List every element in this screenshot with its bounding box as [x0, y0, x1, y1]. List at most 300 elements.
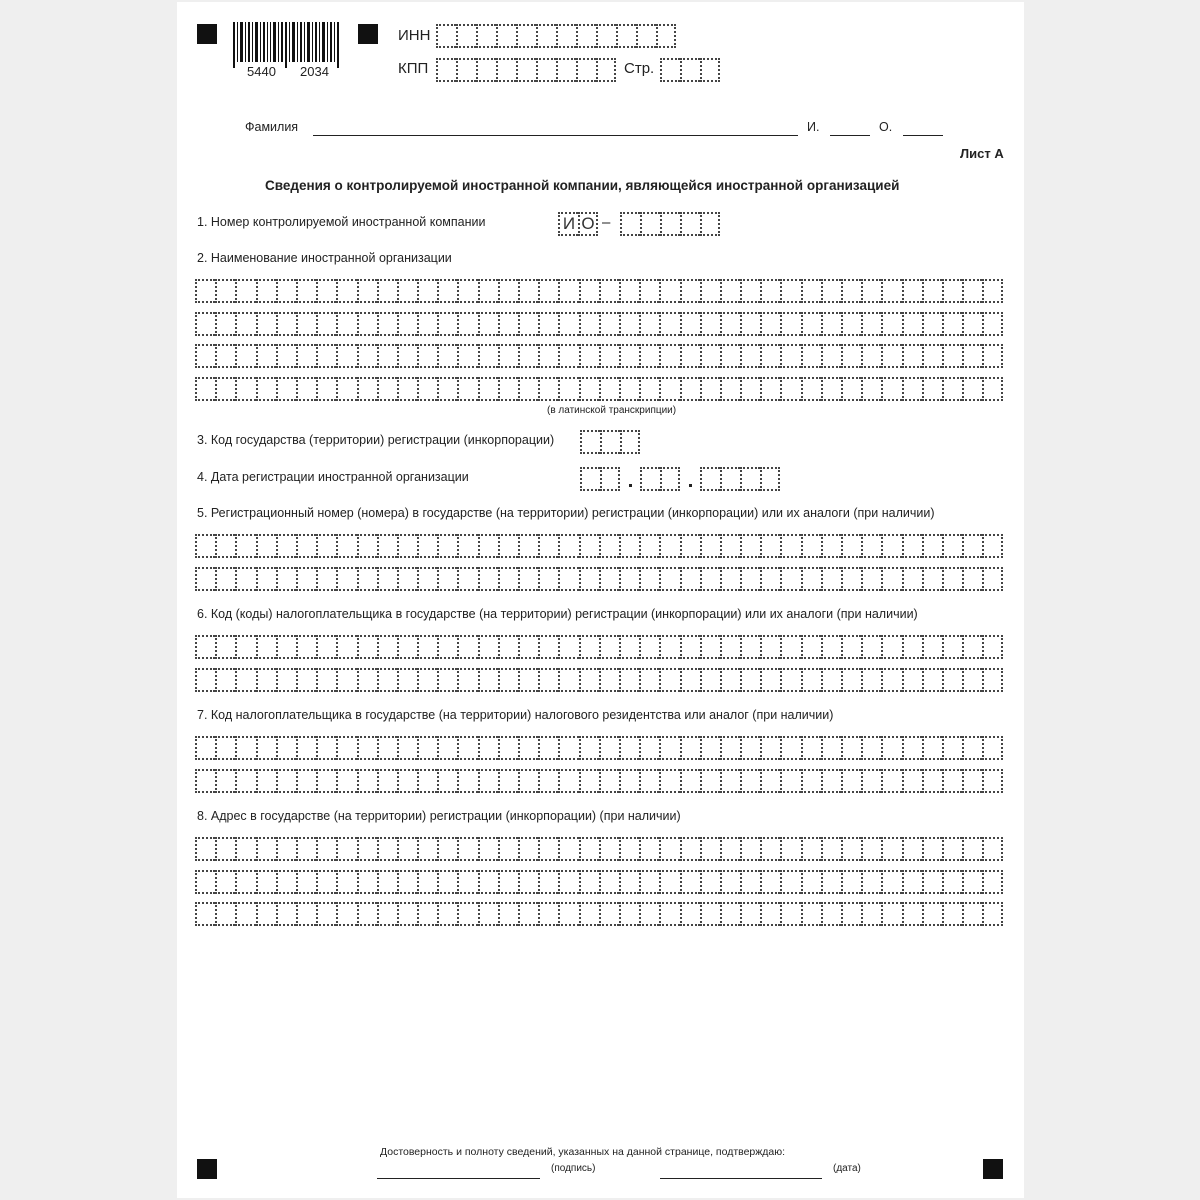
input-cell[interactable] [357, 377, 377, 401]
input-cell[interactable] [377, 902, 397, 926]
input-cell[interactable] [780, 377, 800, 401]
input-cell[interactable] [256, 736, 276, 760]
input-cell[interactable] [982, 279, 1002, 303]
input-cell[interactable] [600, 467, 620, 491]
input-cell[interactable] [498, 534, 518, 558]
input-cell[interactable] [821, 534, 841, 558]
input-cell[interactable] [235, 668, 255, 692]
input-cell[interactable] [235, 902, 255, 926]
input-cell[interactable] [861, 567, 881, 591]
input-cell[interactable] [558, 344, 578, 368]
input-cell[interactable] [215, 534, 235, 558]
input-cell[interactable] [357, 736, 377, 760]
input-cell[interactable] [276, 279, 296, 303]
input-cell[interactable] [336, 635, 356, 659]
input-cell[interactable] [195, 635, 215, 659]
input-cell[interactable] [616, 24, 636, 48]
input-cell[interactable] [215, 344, 235, 368]
input-cell[interactable] [680, 837, 700, 861]
input-cell[interactable] [256, 635, 276, 659]
input-cell[interactable] [256, 377, 276, 401]
input-cell[interactable] [720, 377, 740, 401]
input-cell[interactable] [579, 312, 599, 336]
input-cell[interactable] [841, 736, 861, 760]
input-cell[interactable] [599, 902, 619, 926]
input-cell[interactable] [821, 837, 841, 861]
input-cell[interactable] [881, 279, 901, 303]
input-cell[interactable] [538, 870, 558, 894]
input-cell[interactable] [478, 279, 498, 303]
input-cell[interactable] [902, 736, 922, 760]
input-cell[interactable] [740, 837, 760, 861]
input-cell[interactable] [700, 837, 720, 861]
input-cell[interactable] [881, 635, 901, 659]
input-cell[interactable] [780, 312, 800, 336]
input-cell[interactable] [982, 769, 1002, 793]
input-cell[interactable] [518, 534, 538, 558]
input-cell[interactable] [801, 769, 821, 793]
input-cell[interactable] [518, 668, 538, 692]
input-cell[interactable] [680, 769, 700, 793]
input-cell[interactable] [922, 567, 942, 591]
input-cell[interactable] [296, 870, 316, 894]
input-cell[interactable] [397, 870, 417, 894]
input-cell[interactable] [195, 870, 215, 894]
input-cell[interactable] [619, 736, 639, 760]
input-cell[interactable] [841, 344, 861, 368]
input-cell[interactable] [538, 635, 558, 659]
input-cell[interactable] [982, 344, 1002, 368]
input-cell[interactable] [377, 534, 397, 558]
input-cell[interactable] [982, 377, 1002, 401]
input-cell[interactable] [377, 377, 397, 401]
input-cell[interactable] [659, 534, 679, 558]
input-cell[interactable] [498, 344, 518, 368]
input-cell[interactable] [558, 668, 578, 692]
input-cell[interactable] [599, 279, 619, 303]
input-cell[interactable] [576, 58, 596, 82]
input-cell[interactable] [942, 635, 962, 659]
input-cell[interactable] [841, 377, 861, 401]
input-cell[interactable] [902, 902, 922, 926]
input-cell[interactable] [518, 377, 538, 401]
input-cell[interactable] [821, 668, 841, 692]
input-cell[interactable] [336, 312, 356, 336]
input-cell[interactable] [962, 668, 982, 692]
input-cell[interactable] [437, 312, 457, 336]
input-cell[interactable] [962, 279, 982, 303]
country-code-input[interactable] [580, 430, 640, 454]
input-cell[interactable] [780, 279, 800, 303]
kik-number-input[interactable] [620, 212, 720, 236]
input-cell[interactable] [962, 837, 982, 861]
input-cell[interactable] [276, 312, 296, 336]
input-cell[interactable] [417, 635, 437, 659]
input-cell[interactable] [680, 344, 700, 368]
input-cell[interactable] [740, 567, 760, 591]
input-cell[interactable] [276, 837, 296, 861]
input-cell[interactable] [498, 312, 518, 336]
input-cell[interactable] [397, 534, 417, 558]
input-cell[interactable] [942, 312, 962, 336]
input-cell[interactable] [580, 467, 600, 491]
input-cell[interactable] [256, 870, 276, 894]
input-cell[interactable] [357, 837, 377, 861]
input-cell[interactable] [700, 534, 720, 558]
input-cell[interactable] [861, 668, 881, 692]
input-cell[interactable] [619, 344, 639, 368]
input-cell[interactable] [558, 837, 578, 861]
tax-residence-code-row-2[interactable] [195, 769, 1003, 793]
input-cell[interactable] [780, 902, 800, 926]
input-cell[interactable] [296, 377, 316, 401]
input-cell[interactable] [580, 430, 600, 454]
input-cell[interactable] [336, 668, 356, 692]
input-cell[interactable] [619, 312, 639, 336]
input-cell[interactable] [639, 837, 659, 861]
input-cell[interactable] [619, 668, 639, 692]
input-cell[interactable] [498, 635, 518, 659]
input-cell[interactable] [215, 870, 235, 894]
input-cell[interactable] [496, 24, 516, 48]
input-cell[interactable] [316, 769, 336, 793]
input-cell[interactable] [599, 668, 619, 692]
input-cell[interactable] [680, 212, 700, 236]
input-cell[interactable] [377, 312, 397, 336]
input-cell[interactable] [760, 344, 780, 368]
input-cell[interactable] [962, 344, 982, 368]
input-cell[interactable] [195, 902, 215, 926]
input-cell[interactable] [619, 534, 639, 558]
input-cell[interactable] [316, 736, 336, 760]
input-cell[interactable] [478, 837, 498, 861]
input-cell[interactable] [336, 534, 356, 558]
input-cell[interactable] [962, 635, 982, 659]
input-cell[interactable] [841, 312, 861, 336]
input-cell[interactable] [478, 769, 498, 793]
input-cell[interactable] [215, 902, 235, 926]
input-cell[interactable] [579, 567, 599, 591]
input-cell[interactable] [962, 377, 982, 401]
input-cell[interactable] [256, 279, 276, 303]
input-cell[interactable] [316, 567, 336, 591]
input-cell[interactable] [336, 344, 356, 368]
input-cell[interactable] [620, 212, 640, 236]
input-cell[interactable] [639, 769, 659, 793]
input-cell[interactable] [536, 24, 556, 48]
input-cell[interactable] [821, 769, 841, 793]
input-cell[interactable] [922, 902, 942, 926]
input-cell[interactable] [397, 769, 417, 793]
input-cell[interactable] [680, 534, 700, 558]
input-cell[interactable] [861, 870, 881, 894]
input-cell[interactable] [881, 344, 901, 368]
input-cell[interactable] [659, 668, 679, 692]
input-cell[interactable] [437, 870, 457, 894]
input-cell[interactable] [437, 769, 457, 793]
input-cell[interactable] [478, 870, 498, 894]
input-cell[interactable] [780, 668, 800, 692]
input-cell[interactable] [922, 534, 942, 558]
input-cell[interactable] [881, 668, 901, 692]
input-cell[interactable] [478, 312, 498, 336]
input-cell[interactable] [579, 769, 599, 793]
input-cell[interactable] [215, 769, 235, 793]
input-cell[interactable] [922, 377, 942, 401]
input-cell[interactable] [457, 534, 477, 558]
input-cell[interactable] [417, 377, 437, 401]
input-cell[interactable] [357, 534, 377, 558]
input-cell[interactable] [821, 870, 841, 894]
input-cell[interactable] [740, 534, 760, 558]
input-cell[interactable] [982, 870, 1002, 894]
input-cell[interactable] [659, 344, 679, 368]
page-number-input[interactable] [660, 58, 720, 82]
input-cell[interactable] [821, 279, 841, 303]
input-cell[interactable] [881, 870, 901, 894]
input-cell[interactable] [902, 279, 922, 303]
input-cell[interactable] [538, 567, 558, 591]
input-cell[interactable] [417, 534, 437, 558]
input-cell[interactable] [516, 24, 536, 48]
input-cell[interactable] [881, 377, 901, 401]
input-cell[interactable] [659, 279, 679, 303]
input-cell[interactable] [982, 668, 1002, 692]
input-cell[interactable] [619, 870, 639, 894]
input-cell[interactable] [397, 344, 417, 368]
input-cell[interactable] [436, 58, 456, 82]
input-cell[interactable] [417, 344, 437, 368]
input-cell[interactable] [902, 312, 922, 336]
input-cell[interactable] [821, 635, 841, 659]
input-cell[interactable] [841, 769, 861, 793]
input-cell[interactable] [700, 279, 720, 303]
input-cell[interactable] [377, 567, 397, 591]
input-cell[interactable] [478, 902, 498, 926]
input-cell[interactable] [740, 635, 760, 659]
input-cell[interactable] [619, 377, 639, 401]
input-cell[interactable] [680, 279, 700, 303]
input-cell[interactable] [982, 567, 1002, 591]
input-cell[interactable] [518, 870, 538, 894]
input-cell[interactable] [397, 837, 417, 861]
input-cell[interactable] [256, 668, 276, 692]
input-cell[interactable] [942, 769, 962, 793]
input-cell[interactable] [760, 312, 780, 336]
input-cell[interactable] [316, 635, 336, 659]
input-cell[interactable] [417, 769, 437, 793]
input-cell[interactable] [760, 736, 780, 760]
input-cell[interactable] [215, 567, 235, 591]
input-cell[interactable] [680, 58, 700, 82]
input-cell[interactable] [700, 736, 720, 760]
input-cell[interactable] [801, 902, 821, 926]
input-cell[interactable] [518, 344, 538, 368]
input-cell[interactable] [336, 837, 356, 861]
input-cell[interactable] [316, 902, 336, 926]
input-cell[interactable] [336, 870, 356, 894]
input-cell[interactable] [579, 668, 599, 692]
input-cell[interactable] [801, 312, 821, 336]
input-cell[interactable] [276, 635, 296, 659]
input-cell[interactable] [599, 870, 619, 894]
input-cell[interactable] [780, 769, 800, 793]
input-cell[interactable] [680, 635, 700, 659]
input-cell[interactable] [760, 635, 780, 659]
input-cell[interactable] [437, 668, 457, 692]
input-cell[interactable] [599, 769, 619, 793]
inn-input[interactable] [436, 24, 676, 48]
input-cell[interactable] [556, 58, 576, 82]
address-row-1[interactable] [195, 837, 1003, 861]
input-cell[interactable] [478, 635, 498, 659]
input-cell[interactable] [639, 344, 659, 368]
input-cell[interactable] [476, 24, 496, 48]
input-cell[interactable] [518, 769, 538, 793]
input-cell[interactable] [596, 24, 616, 48]
input-cell[interactable] [316, 377, 336, 401]
input-cell[interactable] [377, 344, 397, 368]
input-cell[interactable] [456, 58, 476, 82]
input-cell[interactable] [619, 635, 639, 659]
input-cell[interactable] [579, 279, 599, 303]
input-cell[interactable] [397, 279, 417, 303]
input-cell[interactable] [881, 736, 901, 760]
input-cell[interactable] [620, 430, 640, 454]
input-cell[interactable] [256, 344, 276, 368]
input-cell[interactable] [235, 870, 255, 894]
input-cell[interactable] [680, 567, 700, 591]
input-cell[interactable] [558, 567, 578, 591]
input-cell[interactable] [902, 769, 922, 793]
input-cell[interactable] [740, 736, 760, 760]
registration-month-input[interactable] [640, 467, 680, 491]
input-cell[interactable] [801, 668, 821, 692]
input-cell[interactable] [316, 312, 336, 336]
input-cell[interactable] [700, 377, 720, 401]
input-cell[interactable] [922, 312, 942, 336]
input-cell[interactable] [558, 736, 578, 760]
input-cell[interactable] [357, 870, 377, 894]
input-cell[interactable] [659, 635, 679, 659]
input-cell[interactable] [720, 567, 740, 591]
input-cell[interactable] [579, 534, 599, 558]
input-cell[interactable] [215, 312, 235, 336]
input-cell[interactable] [195, 837, 215, 861]
input-cell[interactable] [276, 377, 296, 401]
input-cell[interactable] [457, 837, 477, 861]
input-cell[interactable] [922, 279, 942, 303]
input-cell[interactable] [841, 567, 861, 591]
input-cell[interactable] [276, 870, 296, 894]
input-cell[interactable] [720, 902, 740, 926]
input-cell[interactable] [437, 902, 457, 926]
input-cell[interactable] [821, 377, 841, 401]
input-cell[interactable] [558, 769, 578, 793]
input-cell[interactable] [801, 279, 821, 303]
input-cell[interactable] [660, 467, 680, 491]
input-cell[interactable] [902, 870, 922, 894]
input-cell[interactable] [336, 279, 356, 303]
input-cell[interactable] [558, 534, 578, 558]
input-cell[interactable] [942, 377, 962, 401]
input-cell[interactable] [538, 736, 558, 760]
input-cell[interactable] [316, 279, 336, 303]
input-cell[interactable] [962, 736, 982, 760]
input-cell[interactable] [478, 377, 498, 401]
input-cell[interactable] [740, 668, 760, 692]
input-cell[interactable] [357, 279, 377, 303]
input-cell[interactable] [599, 567, 619, 591]
input-cell[interactable] [538, 769, 558, 793]
input-cell[interactable] [437, 279, 457, 303]
input-cell[interactable] [700, 344, 720, 368]
input-cell[interactable] [821, 344, 841, 368]
input-cell[interactable] [256, 769, 276, 793]
input-cell[interactable] [700, 635, 720, 659]
input-cell[interactable] [942, 344, 962, 368]
input-cell[interactable] [599, 837, 619, 861]
input-cell[interactable] [659, 567, 679, 591]
input-cell[interactable] [437, 344, 457, 368]
registration-day-input[interactable] [580, 467, 620, 491]
input-cell[interactable] [639, 870, 659, 894]
input-cell[interactable] [740, 467, 760, 491]
input-cell[interactable] [498, 837, 518, 861]
input-cell[interactable] [478, 736, 498, 760]
input-cell[interactable] [235, 769, 255, 793]
input-cell[interactable] [195, 312, 215, 336]
input-cell[interactable] [296, 635, 316, 659]
surname-field[interactable] [313, 135, 798, 136]
input-cell[interactable] [720, 870, 740, 894]
input-cell[interactable] [922, 837, 942, 861]
input-cell[interactable] [195, 769, 215, 793]
input-cell[interactable] [195, 567, 215, 591]
input-cell[interactable] [518, 312, 538, 336]
input-cell[interactable] [316, 344, 336, 368]
input-cell[interactable] [902, 668, 922, 692]
input-cell[interactable] [518, 902, 538, 926]
taxpayer-code-row-2[interactable] [195, 668, 1003, 692]
input-cell[interactable] [861, 534, 881, 558]
input-cell[interactable] [861, 312, 881, 336]
input-cell[interactable] [861, 344, 881, 368]
input-cell[interactable] [760, 769, 780, 793]
input-cell[interactable] [982, 635, 1002, 659]
input-cell[interactable] [801, 377, 821, 401]
input-cell[interactable] [518, 635, 538, 659]
input-cell[interactable] [296, 769, 316, 793]
input-cell[interactable] [518, 837, 538, 861]
input-cell[interactable] [740, 902, 760, 926]
input-cell[interactable] [922, 344, 942, 368]
input-cell[interactable] [962, 769, 982, 793]
input-cell[interactable] [558, 377, 578, 401]
input-cell[interactable] [195, 736, 215, 760]
input-cell[interactable] [922, 870, 942, 894]
input-cell[interactable] [619, 279, 639, 303]
input-cell[interactable] [861, 377, 881, 401]
input-cell[interactable] [235, 344, 255, 368]
input-cell[interactable] [256, 567, 276, 591]
input-cell[interactable] [558, 312, 578, 336]
input-cell[interactable] [518, 567, 538, 591]
input-cell[interactable] [599, 312, 619, 336]
input-cell[interactable] [276, 668, 296, 692]
input-cell[interactable] [538, 279, 558, 303]
input-cell[interactable] [276, 344, 296, 368]
